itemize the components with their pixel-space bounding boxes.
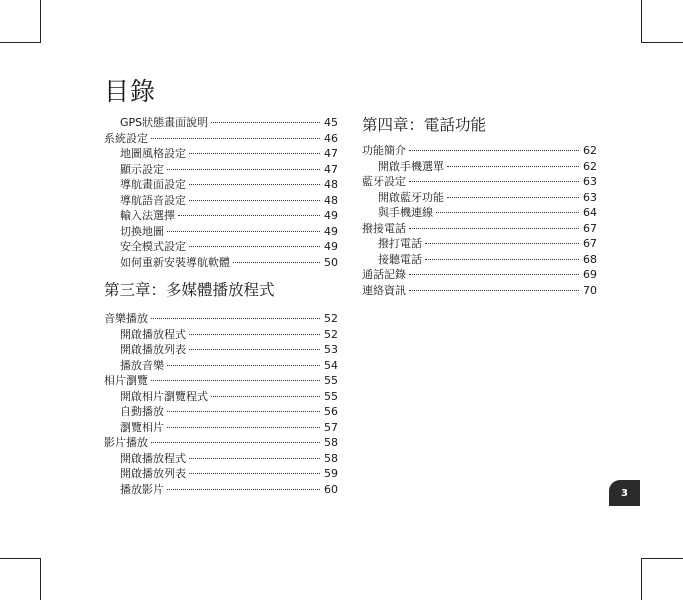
toc-leader-dots xyxy=(151,138,320,139)
toc-leader-dots xyxy=(211,396,320,397)
toc-entry-page: 56 xyxy=(324,405,338,418)
toc-entry[interactable] xyxy=(362,252,597,268)
toc-leader-dots xyxy=(189,473,320,474)
toc-leader-dots xyxy=(425,259,579,260)
toc-leader-dots xyxy=(178,215,320,216)
toc-entry-page: 54 xyxy=(324,358,338,372)
toc-entry-page: 63 xyxy=(583,190,597,204)
toc-entry[interactable] xyxy=(362,174,597,190)
toc-entry-page: 62 xyxy=(583,159,597,173)
toc-entry-label: 開啟手機選單 xyxy=(378,159,444,173)
toc-entry-label: 連絡資訊 xyxy=(362,283,406,297)
toc-entry-label: 導航畫面設定 xyxy=(120,178,186,191)
toc-entry-label: 播放影片 xyxy=(120,482,164,496)
toc-entry-label: 播放音樂 xyxy=(120,358,164,372)
toc-entry[interactable] xyxy=(104,342,338,358)
toc-leader-dots xyxy=(151,442,320,443)
crop-mark-top-right-horizontal xyxy=(641,42,683,43)
toc-entry[interactable] xyxy=(104,177,338,193)
toc-entry-page: 67 xyxy=(583,237,597,250)
toc-entry-page: 45 xyxy=(324,116,338,129)
crop-mark-top-right-vertical xyxy=(641,0,642,43)
toc-continued-list xyxy=(104,115,338,270)
toc-entry[interactable] xyxy=(362,190,597,206)
toc-entry-page: 49 xyxy=(324,240,338,253)
toc-entry-label: 系統設定 xyxy=(104,131,148,145)
toc-entry-label: 開啟播放列表 xyxy=(120,343,186,356)
toc-leader-dots xyxy=(409,274,579,275)
toc-entry-label: 自動播放 xyxy=(120,405,164,418)
toc-entry-label: GPS狀態畫面說明 xyxy=(120,116,209,129)
toc-leader-dots xyxy=(409,228,579,229)
chapter-3-heading: 第三章：多媒體播放程式 xyxy=(104,281,275,299)
toc-entry[interactable] xyxy=(362,221,597,237)
toc-entry-label: 切換地圖 xyxy=(120,224,164,238)
toc-entry-label: 通話記錄 xyxy=(362,268,406,281)
toc-leader-dots xyxy=(189,458,320,459)
toc-entry-label: 撥打電話 xyxy=(378,237,422,250)
toc-entry-label: 接聽電話 xyxy=(378,252,422,266)
toc-entry-label: 與手機連線 xyxy=(378,206,433,219)
toc-entry[interactable] xyxy=(104,224,338,240)
toc-entry-label: 如何重新安裝導航軟體 xyxy=(120,255,230,269)
toc-entry-page: 55 xyxy=(324,374,338,387)
toc-entry[interactable] xyxy=(104,131,338,147)
toc-entry[interactable] xyxy=(104,162,338,178)
chapter-3-list xyxy=(104,311,338,497)
crop-mark-bottom-left-horizontal xyxy=(0,558,41,559)
toc-entry[interactable] xyxy=(104,311,338,327)
toc-leader-dots xyxy=(167,169,320,170)
toc-entry-page: 55 xyxy=(324,389,338,403)
toc-entry-label: 開啟播放程式 xyxy=(120,327,186,341)
toc-leader-dots xyxy=(189,153,320,154)
toc-leader-dots xyxy=(189,334,320,335)
toc-entry[interactable] xyxy=(362,267,597,283)
toc-entry[interactable] xyxy=(104,466,338,482)
toc-entry-label: 地圖風格設定 xyxy=(120,147,186,160)
toc-entry[interactable] xyxy=(362,283,597,299)
toc-entry[interactable] xyxy=(104,358,338,374)
toc-left-column xyxy=(104,115,338,497)
toc-entry[interactable] xyxy=(104,239,338,255)
toc-entry[interactable] xyxy=(104,327,338,343)
toc-leader-dots xyxy=(167,231,320,232)
toc-entry-page: 47 xyxy=(324,147,338,160)
toc-leader-dots xyxy=(436,212,579,213)
chapter-4-list xyxy=(362,143,597,298)
crop-mark-top-left-horizontal xyxy=(0,42,41,43)
toc-entry[interactable] xyxy=(362,143,597,159)
toc-entry[interactable] xyxy=(104,404,338,420)
toc-entry-page: 47 xyxy=(324,162,338,176)
toc-entry-label: 相片瀏覽 xyxy=(104,374,148,387)
toc-entry-page: 70 xyxy=(583,283,597,297)
toc-entry-page: 50 xyxy=(324,255,338,269)
toc-entry-page: 46 xyxy=(324,131,338,145)
toc-entry-label: 瀏覽相片 xyxy=(120,420,164,434)
toc-leader-dots xyxy=(167,427,320,428)
toc-leader-dots xyxy=(447,166,579,167)
toc-entry-label: 音樂播放 xyxy=(104,312,148,325)
toc-leader-dots xyxy=(409,150,579,151)
toc-entry[interactable] xyxy=(362,205,597,221)
toc-leader-dots xyxy=(167,489,320,490)
toc-entry[interactable] xyxy=(104,373,338,389)
toc-entry-label: 開啟播放程式 xyxy=(120,451,186,465)
toc-entry-page: 59 xyxy=(324,467,338,480)
toc-entry-page: 48 xyxy=(324,193,338,207)
toc-entry-page: 52 xyxy=(324,327,338,341)
toc-entry[interactable] xyxy=(104,208,338,224)
toc-entry-page: 57 xyxy=(324,420,338,434)
toc-entry[interactable] xyxy=(104,146,338,162)
toc-leader-dots xyxy=(189,349,320,350)
toc-leader-dots xyxy=(425,243,579,244)
toc-leader-dots xyxy=(167,365,320,366)
toc-leader-dots xyxy=(233,262,320,263)
crop-mark-bottom-right-vertical xyxy=(641,558,642,600)
toc-leader-dots xyxy=(189,184,320,185)
toc-entry-label: 顯示設定 xyxy=(120,162,164,176)
page-number-tab xyxy=(609,480,640,506)
toc-entry[interactable] xyxy=(362,159,597,175)
toc-entry-label: 輸入法選擇 xyxy=(120,209,175,222)
toc-entry-page: 49 xyxy=(324,209,338,222)
toc-entry-page: 64 xyxy=(583,206,597,219)
toc-entry-page: 68 xyxy=(583,252,597,266)
crop-mark-bottom-left-vertical xyxy=(40,558,41,600)
toc-entry[interactable] xyxy=(104,389,338,405)
toc-leader-dots xyxy=(409,290,579,291)
toc-entry[interactable] xyxy=(104,255,338,271)
toc-entry[interactable] xyxy=(104,482,338,498)
toc-entry-page: 49 xyxy=(324,224,338,238)
toc-right-column xyxy=(362,115,597,298)
toc-entry-label: 導航語音設定 xyxy=(120,193,186,207)
toc-entry-label: 影片播放 xyxy=(104,436,148,449)
toc-entry-page: 52 xyxy=(324,312,338,325)
toc-leader-dots xyxy=(189,200,320,201)
toc-entry[interactable] xyxy=(104,115,338,131)
crop-mark-bottom-right-horizontal xyxy=(641,558,683,559)
toc-leader-dots xyxy=(409,181,579,182)
toc-entry-page: 53 xyxy=(324,343,338,356)
toc-entry-page: 48 xyxy=(324,178,338,191)
toc-entry-page: 62 xyxy=(583,144,597,157)
toc-entry-page: 60 xyxy=(324,482,338,496)
toc-entry[interactable] xyxy=(104,420,338,436)
chapter-4-heading: 第四章：電話功能 xyxy=(362,116,487,134)
toc-leader-dots xyxy=(447,197,579,198)
toc-leader-dots xyxy=(151,318,320,319)
crop-mark-top-left-vertical xyxy=(40,0,41,43)
toc-entry-label: 藍牙設定 xyxy=(362,175,406,188)
toc-entry-page: 67 xyxy=(583,221,597,235)
page-title: 目錄 xyxy=(104,77,157,106)
page-number: 3 xyxy=(621,487,628,499)
toc-entry-label: 撥接電話 xyxy=(362,221,406,235)
toc-entry[interactable] xyxy=(104,451,338,467)
toc-entry[interactable] xyxy=(104,193,338,209)
toc-entry-label: 開啟藍牙功能 xyxy=(378,190,444,204)
toc-entry-page: 63 xyxy=(583,175,597,188)
toc-entry-label: 開啟播放列表 xyxy=(120,467,186,480)
toc-leader-dots xyxy=(151,380,320,381)
toc-entry-label: 功能簡介 xyxy=(362,144,406,157)
toc-leader-dots xyxy=(211,122,320,123)
toc-entry-page: 58 xyxy=(324,451,338,465)
toc-leader-dots xyxy=(167,411,320,412)
toc-entry-page: 69 xyxy=(583,268,597,281)
toc-entry[interactable] xyxy=(104,435,338,451)
toc-entry-label: 開啟相片瀏覽程式 xyxy=(120,389,208,403)
toc-entry-label: 安全模式設定 xyxy=(120,240,186,253)
toc-leader-dots xyxy=(189,246,320,247)
toc-entry-page: 58 xyxy=(324,436,338,449)
toc-entry[interactable] xyxy=(362,236,597,252)
